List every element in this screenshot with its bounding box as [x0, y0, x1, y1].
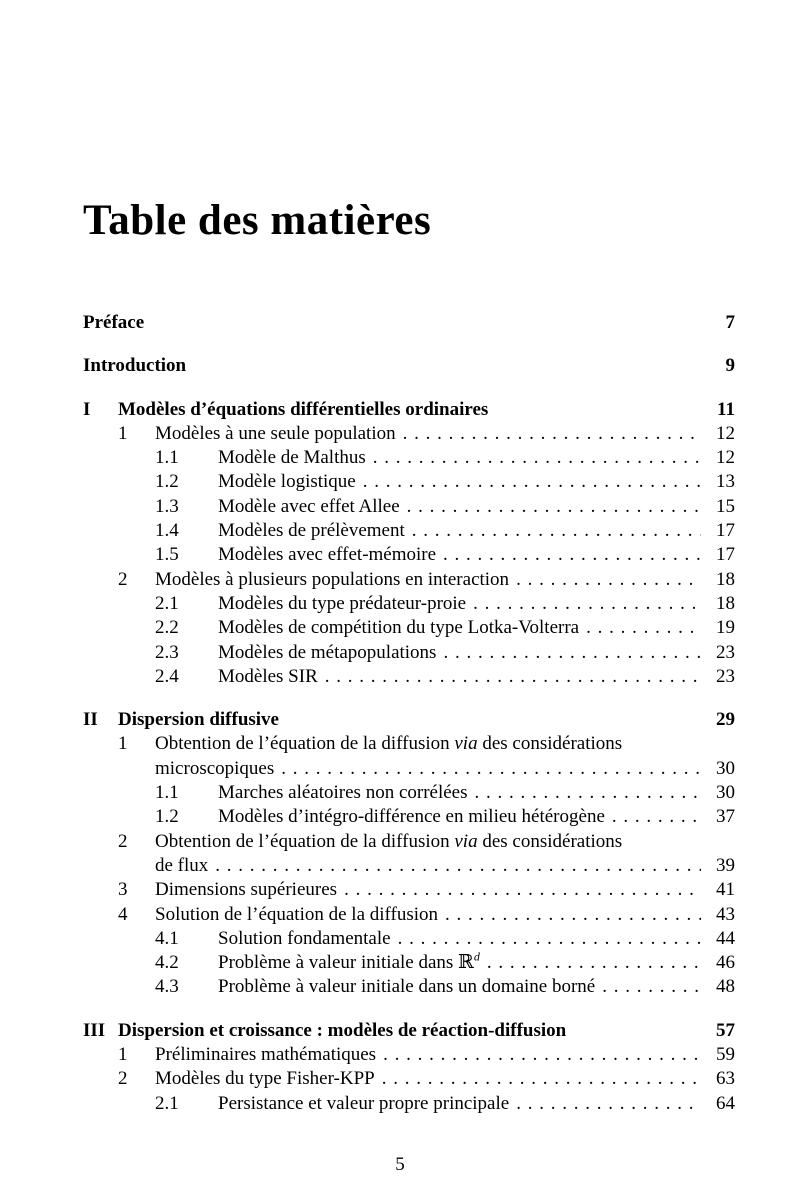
page-title: Table des matières — [83, 197, 432, 244]
toc-entry-I-2.3 — [83, 641, 735, 665]
chapter-title: Dispersion diffusive — [118, 709, 279, 731]
entry-label: Modèle de Malthus — [218, 447, 366, 469]
entry-label: Marches aléatoires non corrélées — [218, 782, 468, 804]
entry-label: Modèles SIR — [218, 665, 318, 687]
entry-label: Modèles du type Fisher-KPP — [155, 1068, 375, 1090]
entry-number: 4.2 — [155, 952, 179, 974]
entry-number: 2.1 — [155, 1092, 179, 1114]
toc-chapter-III — [83, 1019, 735, 1043]
page-number: 43 — [716, 903, 735, 925]
dot-leader — [475, 781, 701, 805]
page-number: 12 — [716, 447, 735, 469]
page-number: 30 — [716, 782, 735, 804]
entry-label: Modèles à une seule population — [155, 422, 396, 444]
entry-label: Solution fondamentale — [218, 927, 391, 949]
dot-leader — [398, 927, 701, 951]
page-number: 12 — [716, 422, 735, 444]
toc-entry-II-1-line1 — [83, 732, 735, 756]
entry-number: 1.4 — [155, 520, 179, 542]
entry-number: 1.2 — [155, 471, 179, 493]
entry-number: 2 — [118, 1068, 128, 1090]
page-number: 39 — [716, 854, 735, 876]
dot-leader — [383, 1043, 701, 1067]
toc-entry-II-1.1 — [83, 781, 735, 805]
entry-number: 1.2 — [155, 806, 179, 828]
toc-chapter-I — [83, 398, 735, 422]
dot-leader — [281, 757, 701, 781]
toc-entry-I-2.1 — [83, 592, 735, 616]
entry-label: Modèles à plusieurs populations en interaction — [155, 568, 510, 590]
entry-number: 1.1 — [155, 782, 179, 804]
page-number: 11 — [717, 398, 735, 420]
page-number: 29 — [716, 709, 735, 731]
page-number: 63 — [716, 1068, 735, 1090]
entry-label: Modèles de métapopulations — [218, 641, 437, 663]
entry-number: 3 — [118, 879, 128, 901]
dot-leader — [443, 543, 701, 567]
entry-label: Obtention de l’équation de la diffusion via des considérations — [155, 830, 623, 852]
page-number: 44 — [716, 927, 735, 949]
page-number: 59 — [716, 1044, 735, 1066]
dot-leader — [344, 878, 701, 902]
toc-row-preface — [83, 311, 735, 335]
entry-number: 1.3 — [155, 495, 179, 517]
page-number: 41 — [716, 879, 735, 901]
dot-leader — [445, 903, 701, 927]
dot-leader — [215, 854, 701, 878]
page-number: 15 — [716, 495, 735, 517]
entry-label: Modèles avec effet-mémoire — [218, 544, 437, 566]
toc-content — [83, 0, 735, 1116]
entry-label: Modèles de compétition du type Lotka-Volterra — [218, 617, 580, 639]
superscript-d: d — [473, 949, 480, 964]
toc-entry-III-2 — [83, 1067, 735, 1091]
entry-number: 2.3 — [155, 641, 179, 663]
entry-number: 2 — [118, 568, 128, 590]
entry-number: 1 — [118, 733, 128, 755]
entry-number: 2.4 — [155, 665, 179, 687]
toc-entry-II-4 — [83, 903, 735, 927]
chapter-number: I — [83, 398, 91, 420]
dot-leader — [403, 422, 701, 446]
dot-leader — [516, 568, 701, 592]
dot-leader — [382, 1067, 701, 1091]
toc-entry-II-1.2 — [83, 805, 735, 829]
toc-entry-II-4.2 — [83, 951, 735, 975]
toc-entry-I-2 — [83, 568, 735, 592]
dot-leader — [443, 641, 701, 665]
toc-entry-II-1-line2 — [83, 757, 735, 781]
page-number: 30 — [716, 757, 735, 779]
page-number: 23 — [716, 641, 735, 663]
toc-row-introduction — [83, 354, 735, 378]
entry-label: Modèles d’intégro-différence en milieu hétérogène — [218, 806, 605, 828]
entry-label: Modèles du type prédateur-proie — [218, 592, 467, 614]
entry-number: 1.1 — [155, 447, 179, 469]
entry-label: Solution de l’équation de la diffusion — [155, 903, 439, 925]
toc-entry-III-2.1 — [83, 1092, 735, 1116]
dot-leader — [586, 616, 701, 640]
toc-entry-II-2-line1 — [83, 830, 735, 854]
entry-label: Problème à valeur initiale dans ℝ$^d$ — [218, 949, 480, 974]
dot-leader — [516, 1092, 701, 1116]
toc-entry-II-2-line2 — [83, 854, 735, 878]
entry-number: 2 — [118, 830, 128, 852]
toc-entry-II-3 — [83, 878, 735, 902]
chapter-number: II — [83, 709, 98, 731]
entry-label: Modèle avec effet Allee — [218, 495, 400, 517]
entry-number: 1 — [118, 1044, 128, 1066]
page-number: 19 — [716, 617, 735, 639]
page-number: 37 — [716, 806, 735, 828]
dot-leader — [602, 975, 701, 999]
toc-entry-I-1 — [83, 422, 735, 446]
entry-label: Persistance et valeur propre principale — [218, 1092, 510, 1114]
page-number: 48 — [716, 976, 735, 998]
toc-entry-III-1 — [83, 1043, 735, 1067]
entry-label: Introduction — [83, 355, 187, 377]
footer-page-number: 5 — [395, 1154, 405, 1175]
entry-label: Obtention de l’équation de la diffusion via des considérations — [155, 733, 623, 755]
entry-label: microscopiques — [155, 757, 275, 779]
entry-number: 1.5 — [155, 544, 179, 566]
page-number: 17 — [716, 520, 735, 542]
toc-entry-I-1.1 — [83, 446, 735, 470]
page-number: 46 — [716, 952, 735, 974]
toc-entry-II-4.3 — [83, 975, 735, 999]
toc-entry-I-2.2 — [83, 616, 735, 640]
page-number: 7 — [725, 312, 735, 333]
chapter-title: Modèles d’équations différentielles ordinaires — [118, 398, 489, 420]
entry-number: 4.1 — [155, 927, 179, 949]
toc-entry-I-1.2 — [83, 470, 735, 494]
toc-entry-I-1.5 — [83, 543, 735, 567]
dot-leader — [473, 592, 701, 616]
chapter-number: III — [83, 1019, 106, 1041]
entry-label: Dimensions supérieures — [155, 879, 338, 901]
dot-leader — [407, 495, 701, 519]
page-number: 64 — [716, 1092, 735, 1114]
entry-number: 1 — [118, 422, 128, 444]
toc-entry-I-2.4 — [83, 665, 735, 689]
chapter-title: Dispersion et croissance : modèles de réaction-diffusion — [118, 1019, 567, 1041]
page-number: 13 — [716, 471, 735, 493]
entry-number: 2.1 — [155, 592, 179, 614]
entry-label: Préface — [83, 312, 145, 333]
toc-entry-II-4.1 — [83, 927, 735, 951]
toc-chapter-II — [83, 708, 735, 732]
entry-number: 4 — [118, 903, 128, 925]
dot-leader — [487, 951, 701, 975]
entry-number: 4.3 — [155, 976, 179, 998]
dot-leader — [363, 470, 701, 494]
entry-label: Préliminaires mathématiques — [155, 1044, 377, 1066]
page-number: 18 — [716, 592, 735, 614]
dot-leader — [612, 805, 701, 829]
dot-leader — [325, 665, 701, 689]
dot-leader — [412, 519, 701, 543]
toc-entry-I-1.3 — [83, 495, 735, 519]
entry-number: 2.2 — [155, 617, 179, 639]
entry-label: Modèles de prélèvement — [218, 520, 405, 542]
page-number: 23 — [716, 665, 735, 687]
entry-label: de flux — [155, 854, 209, 876]
dot-leader — [373, 446, 701, 470]
page-number: 18 — [716, 568, 735, 590]
entry-label: Modèle logistique — [218, 471, 356, 493]
entry-label: Problème à valeur initiale dans un domaine borné — [218, 976, 596, 998]
toc-entry-I-1.4 — [83, 519, 735, 543]
page-number: 9 — [725, 355, 735, 377]
page-number: 57 — [716, 1019, 735, 1041]
page-number: 17 — [716, 544, 735, 566]
